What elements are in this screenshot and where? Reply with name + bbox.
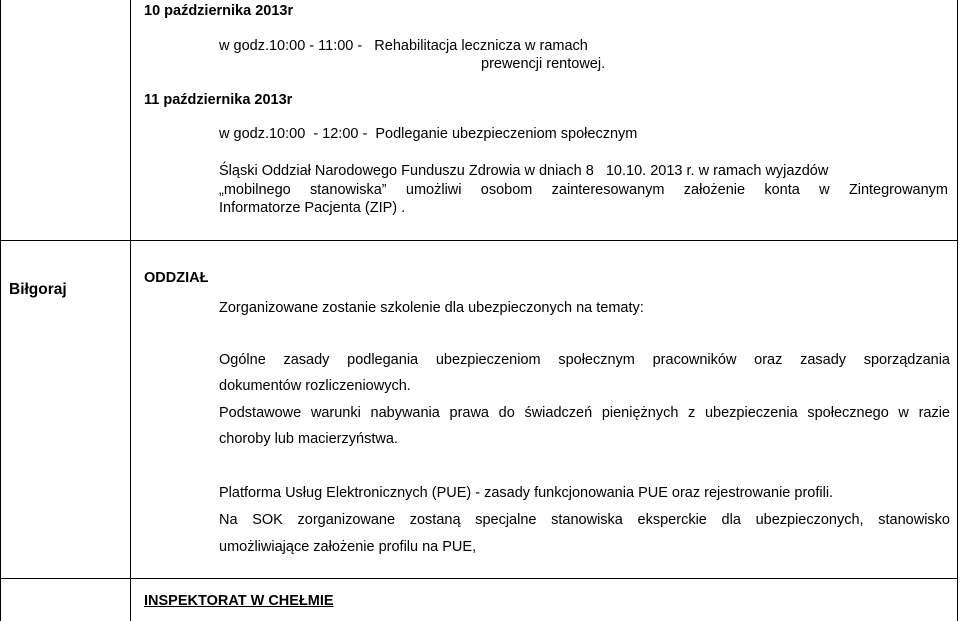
unit-label: ODDZIAŁ	[144, 270, 209, 286]
nfz-paragraph-line: „mobilnego stanowiska” umożliwi osobom zainteresowanym założenie konta w Zintegrowanym	[219, 182, 948, 198]
schedule-item-text: prewencji rentowej.	[481, 56, 606, 72]
table-border-right	[957, 0, 958, 621]
date-heading: 10 października 2013r	[144, 3, 294, 19]
training-topic-line: Platforma Usług Elektronicznych (PUE) - zasady funkcjonowania PUE oraz rejestrowanie profili.	[219, 485, 834, 501]
training-topic-line: Na SOK zorganizowane zostaną specjalne stanowiska eksperckie dla ubezpieczonych, stanowisko	[219, 512, 950, 528]
table-column-divider	[130, 0, 131, 621]
date-heading: 11 października 2013r	[144, 92, 293, 108]
inspectorate-heading: INSPEKTORAT W CHEŁMIE	[144, 593, 334, 609]
training-topic-line: choroby lub macierzyństwa.	[219, 431, 398, 447]
row-divider-1	[0, 240, 958, 241]
city-label: Biłgoraj	[9, 281, 67, 298]
training-topic-line: Podstawowe warunki nabywania prawa do świadczeń pieniężnych z ubezpieczenia społecznego w razie	[219, 405, 950, 421]
training-topic-line: umożliwiające założenie profilu na PUE,	[219, 539, 477, 555]
table-border-left	[0, 0, 1, 621]
schedule-item-text: w godz.10:00 - 11:00 - Rehabilitacja lecznicza w ramach	[219, 38, 588, 54]
schedule-item-text: w godz.10:00 - 12:00 - Podleganie ubezpieczeniom społecznym	[219, 126, 638, 142]
nfz-paragraph-line: Śląski Oddział Narodowego Funduszu Zdrowia w dniach 8 10.10. 2013 r. w ramach wyjazdów	[219, 163, 829, 179]
nfz-paragraph-line: Informatorze Pacjenta (ZIP) .	[219, 200, 406, 216]
training-topic-line: Ogólne zasady podlegania ubezpieczeniom społecznym pracowników oraz zasady sporządzania	[219, 352, 950, 368]
training-topic-line: dokumentów rozliczeniowych.	[219, 378, 411, 394]
row-divider-2	[0, 578, 958, 579]
training-intro: Zorganizowane zostanie szkolenie dla ubezpieczonych na tematy:	[219, 300, 644, 316]
